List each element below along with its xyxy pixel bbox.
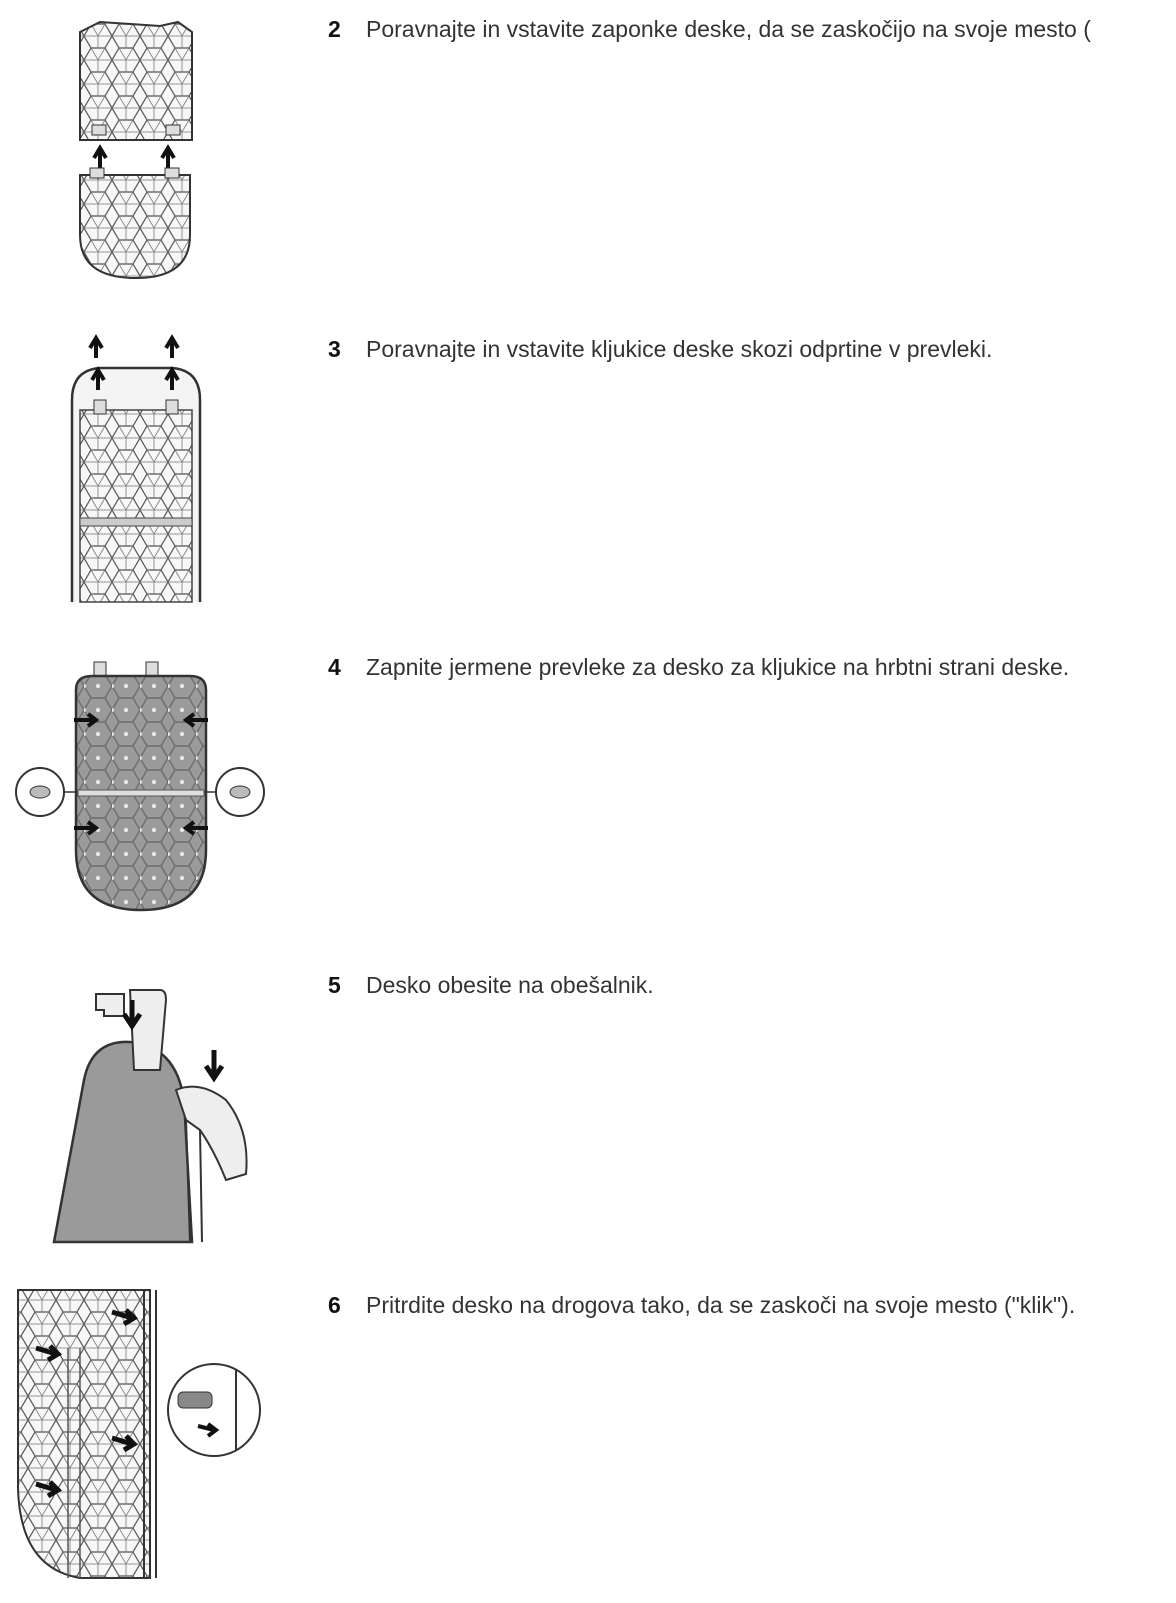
board-cover-hooks-icon bbox=[0, 330, 320, 610]
board-hanger-icon bbox=[0, 970, 320, 1250]
step-number: 5 bbox=[328, 972, 341, 998]
step-5 bbox=[0, 970, 1176, 1250]
step-number: 4 bbox=[328, 654, 341, 680]
step-text: Pritrdite desko na drogova tako, da se zaskoči na svoje mesto ("klik"). bbox=[366, 1292, 1076, 1318]
step-text: Desko obesite na obešalnik. bbox=[366, 972, 654, 998]
step-4 bbox=[0, 650, 1176, 930]
step-text: Poravnajte in vstavite kljukice deske skozi odprtine v prevleki. bbox=[366, 336, 993, 362]
step-3 bbox=[0, 330, 1176, 610]
board-halves-clip-icon bbox=[0, 0, 320, 300]
step-2 bbox=[0, 0, 1176, 300]
step-6 bbox=[0, 1288, 1176, 1588]
step-number: 3 bbox=[328, 336, 341, 362]
step-text: Zapnite jermene prevleke za desko za kljukice na hrbtni strani deske. bbox=[366, 654, 1070, 680]
step-number: 2 bbox=[328, 16, 341, 42]
step-text: Poravnajte in vstavite zaponke deske, da se zaskočijo na svoje mesto ( bbox=[366, 16, 1091, 42]
step-number: 6 bbox=[328, 1292, 341, 1318]
board-poles-click-icon bbox=[0, 1288, 320, 1588]
board-straps-icon bbox=[0, 650, 320, 930]
